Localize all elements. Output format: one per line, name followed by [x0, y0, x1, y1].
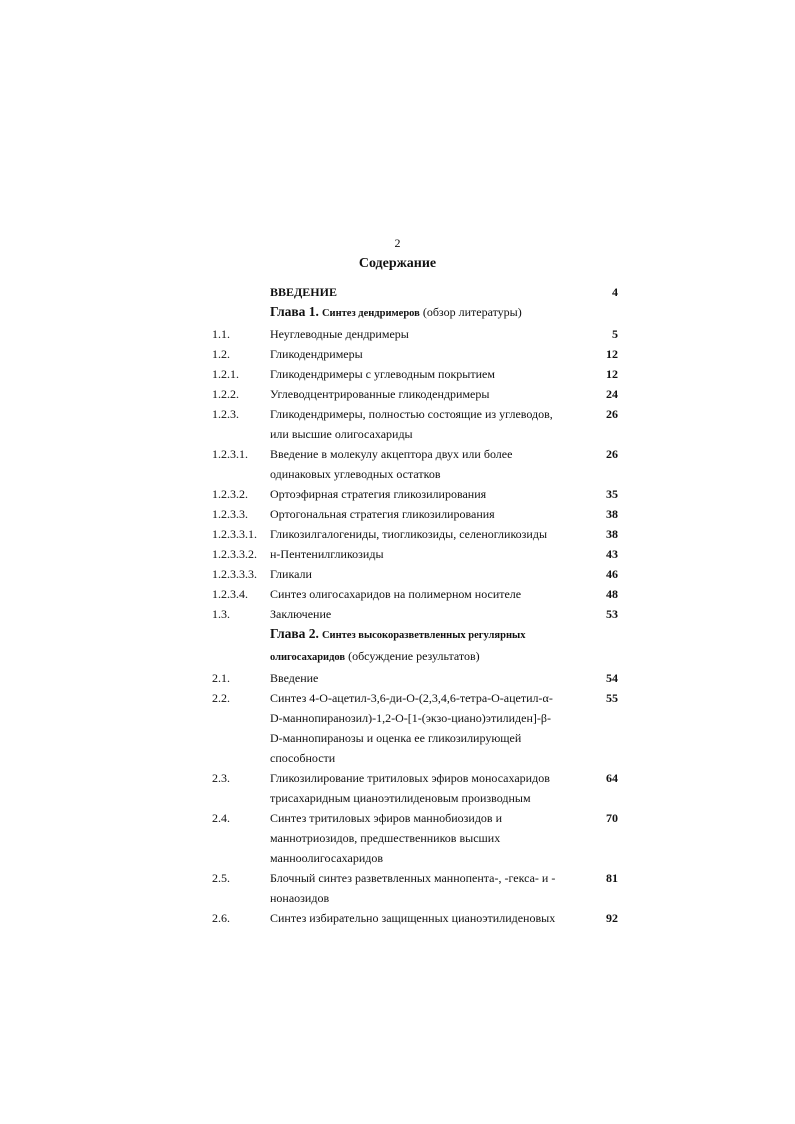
- toc-entry-text: [270, 768, 592, 808]
- toc-entry-line: маннотриозидов, предшественников высших: [270, 831, 501, 845]
- toc-entry-number: 2.5.: [212, 871, 230, 885]
- toc-entry-text: [270, 404, 592, 444]
- toc-entry-text: [270, 544, 592, 564]
- toc-entry-line: Гликозилирование тритиловых эфиров моносахаридов: [270, 771, 550, 785]
- toc-entry-page: 55: [606, 691, 618, 705]
- toc-entry-text: [270, 524, 592, 544]
- chapter-2-title-line2: олигосахаридов: [270, 652, 346, 663]
- chapter-2-note: (обсуждение результатов): [348, 649, 480, 663]
- toc-entry: [212, 908, 618, 928]
- toc-entry-line: Гликодендримеры: [270, 347, 363, 361]
- toc-entry-number: 1.1.: [212, 327, 230, 341]
- toc-entry-page: 26: [606, 407, 618, 421]
- toc-entry-line: Гликодендримеры, полностью состоящие из углеводов,: [270, 407, 553, 421]
- chapter-2-prefix: Глава 2.: [270, 626, 319, 641]
- toc-entry-page: 46: [606, 567, 618, 581]
- toc-entry-line: нонаозидов: [270, 891, 330, 905]
- toc-entry-line: н-Пентенилгликозиды: [270, 547, 384, 561]
- chapter-1-entries: [212, 324, 618, 624]
- chapter-1-title: Синтез дендримеров: [321, 308, 420, 319]
- toc-entry-line: манноолигосахаридов: [270, 851, 384, 865]
- toc-entry-number: 2.6.: [212, 911, 230, 925]
- toc-entry-line: или высшие олигосахариды: [270, 427, 413, 441]
- toc-entry-line: Синтез олигосахаридов на полимерном носителе: [270, 587, 522, 601]
- toc-entry: [212, 404, 618, 444]
- toc-entry-line: Заключение: [270, 607, 332, 621]
- toc-entry-number: 1.2.1.: [212, 367, 239, 381]
- toc-entry-line: Неуглеводные дендримеры: [270, 327, 409, 341]
- toc-entry-number: 1.2.3.1.: [212, 447, 248, 461]
- toc-entry-number: 2.2.: [212, 691, 230, 705]
- toc-entry-page: 24: [606, 387, 618, 401]
- toc-entry: [212, 768, 618, 808]
- toc-entry-page: 43: [606, 547, 618, 561]
- toc-entry-page: 35: [606, 487, 618, 501]
- toc-entry-line: Введение: [270, 671, 319, 685]
- toc-entry-page: 64: [606, 771, 618, 785]
- toc-entry-text: [270, 564, 592, 584]
- toc-entry-line: Ортогональная стратегия гликозилирования: [270, 507, 495, 521]
- toc-entry-number: 1.2.3.3.: [212, 507, 248, 521]
- toc-entry-line: способности: [270, 751, 336, 765]
- toc-entry-number: 1.2.3.3.2.: [212, 547, 257, 561]
- toc-entry: [212, 564, 618, 584]
- toc-entry: [212, 384, 618, 404]
- chapter-1-heading: [212, 302, 618, 324]
- toc-entry-line: Гликодендримеры с углеводным покрытием: [270, 367, 495, 381]
- chapter-2-entries: [212, 668, 618, 928]
- toc-entry-line: Синтез тритиловых эфиров маннобиозидов и: [270, 811, 503, 825]
- toc-entry-line: Синтез избирательно защищенных цианоэтилиденовых: [270, 911, 556, 925]
- toc-entry-number: 1.2.3.: [212, 407, 239, 421]
- toc-entry-text: [270, 808, 592, 868]
- toc-entry-line: Углеводцентрированные гликодендримеры: [270, 387, 490, 401]
- toc-entry-intro: [212, 282, 618, 302]
- toc-entry-text: [270, 364, 592, 384]
- toc-entry: [212, 668, 618, 688]
- toc-entry-text: [270, 688, 592, 768]
- toc-entry-line: Синтез 4-O-ацетил-3,6-ди-O-(2,3,4,6-тетра-O-ацетил-α-: [270, 691, 553, 705]
- toc-entry-number: 1.2.2.: [212, 387, 239, 401]
- toc-entry-number: 1.2.3.2.: [212, 487, 248, 501]
- toc-entry-text: [270, 384, 592, 404]
- toc-entry-text: [270, 504, 592, 524]
- toc-entry: [212, 868, 618, 908]
- toc-entry-number: 1.3.: [212, 607, 230, 621]
- page-number: 2: [394, 236, 401, 250]
- toc-entry-line: трисахаридным цианоэтилиденовым производным: [270, 791, 531, 805]
- toc-entry-line: Введение в молекулу акцептора двух или более: [270, 447, 513, 461]
- toc-entry-page: 38: [606, 527, 618, 541]
- toc-entry-page: 54: [606, 671, 618, 685]
- toc-entry: [212, 504, 618, 524]
- toc-entry-text: ВВЕДЕНИЕ: [270, 285, 337, 299]
- toc-entry-page: 12: [606, 367, 618, 381]
- toc-entry: [212, 444, 618, 484]
- toc-entry-page: 81: [606, 871, 618, 885]
- chapter-1-note: (обзор литературы): [422, 305, 522, 319]
- toc-entry-page: 70: [606, 811, 618, 825]
- toc-entry-page: 53: [606, 607, 618, 621]
- toc-entry: [212, 324, 618, 344]
- toc-entry-number: 2.1.: [212, 671, 230, 685]
- toc-entry-page: 48: [606, 587, 618, 601]
- toc-entry-line: Гликали: [270, 567, 312, 581]
- toc-entry-number: 1.2.3.3.3.: [212, 567, 257, 581]
- toc-entry-page: 4: [612, 285, 618, 299]
- toc-entry-text: [270, 668, 592, 688]
- toc-entry-line: Ортоэфирная стратегия гликозилирования: [270, 487, 487, 501]
- toc-entry: [212, 524, 618, 544]
- toc-entry-page: 26: [606, 447, 618, 461]
- toc-entry-line: D-маннопиранозил)-1,2-O-[1-(экзо-циано)этилиден]-β-: [270, 711, 551, 725]
- toc-entry-text: [270, 344, 592, 364]
- toc-entry-line: D-маннопиранозы и оценка ее гликозилирующей: [270, 731, 522, 745]
- toc-entry-text: [270, 604, 592, 624]
- toc-entry: [212, 544, 618, 564]
- toc-entry-line: одинаковых углеводных остатков: [270, 467, 441, 481]
- toc-entry: [212, 604, 618, 624]
- toc-entry: [212, 364, 618, 384]
- toc-entry-line: Гликозилгалогениды, тиогликозиды, селеногликозиды: [270, 527, 548, 541]
- toc-entry-number: 1.2.: [212, 347, 230, 361]
- toc-entry-text: [270, 584, 592, 604]
- toc-entry-number: 2.3.: [212, 771, 230, 785]
- toc-entry: [212, 808, 618, 868]
- chapter-1-prefix: Глава 1.: [270, 304, 319, 319]
- toc-entry-number: 2.4.: [212, 811, 230, 825]
- toc-entry-page: 38: [606, 507, 618, 521]
- toc-entry: [212, 344, 618, 364]
- toc-entry-page: 92: [606, 911, 618, 925]
- toc-entry-text: [270, 484, 592, 504]
- toc-entry-number: 1.2.3.3.1.: [212, 527, 257, 541]
- toc-entry-line: Блочный синтез разветвленных маннопента-, -гекса- и -: [270, 871, 556, 885]
- page-title: Содержание: [358, 256, 437, 271]
- toc-entry-text: [270, 868, 592, 908]
- chapter-2-title-line1: Синтез высокоразветвленных регулярных: [321, 630, 526, 641]
- toc-entry: [212, 584, 618, 604]
- toc-entry-text: [270, 908, 592, 928]
- toc-entry: [212, 484, 618, 504]
- toc-entry-page: 12: [606, 347, 618, 361]
- toc-entry-number: 1.2.3.4.: [212, 587, 248, 601]
- chapter-2-heading: [212, 624, 618, 668]
- toc-entry-page: 5: [612, 327, 618, 341]
- toc-entry-text: [270, 324, 592, 344]
- toc-entry-text: [270, 444, 592, 484]
- toc-entry: [212, 688, 618, 768]
- table-of-contents: [212, 282, 618, 928]
